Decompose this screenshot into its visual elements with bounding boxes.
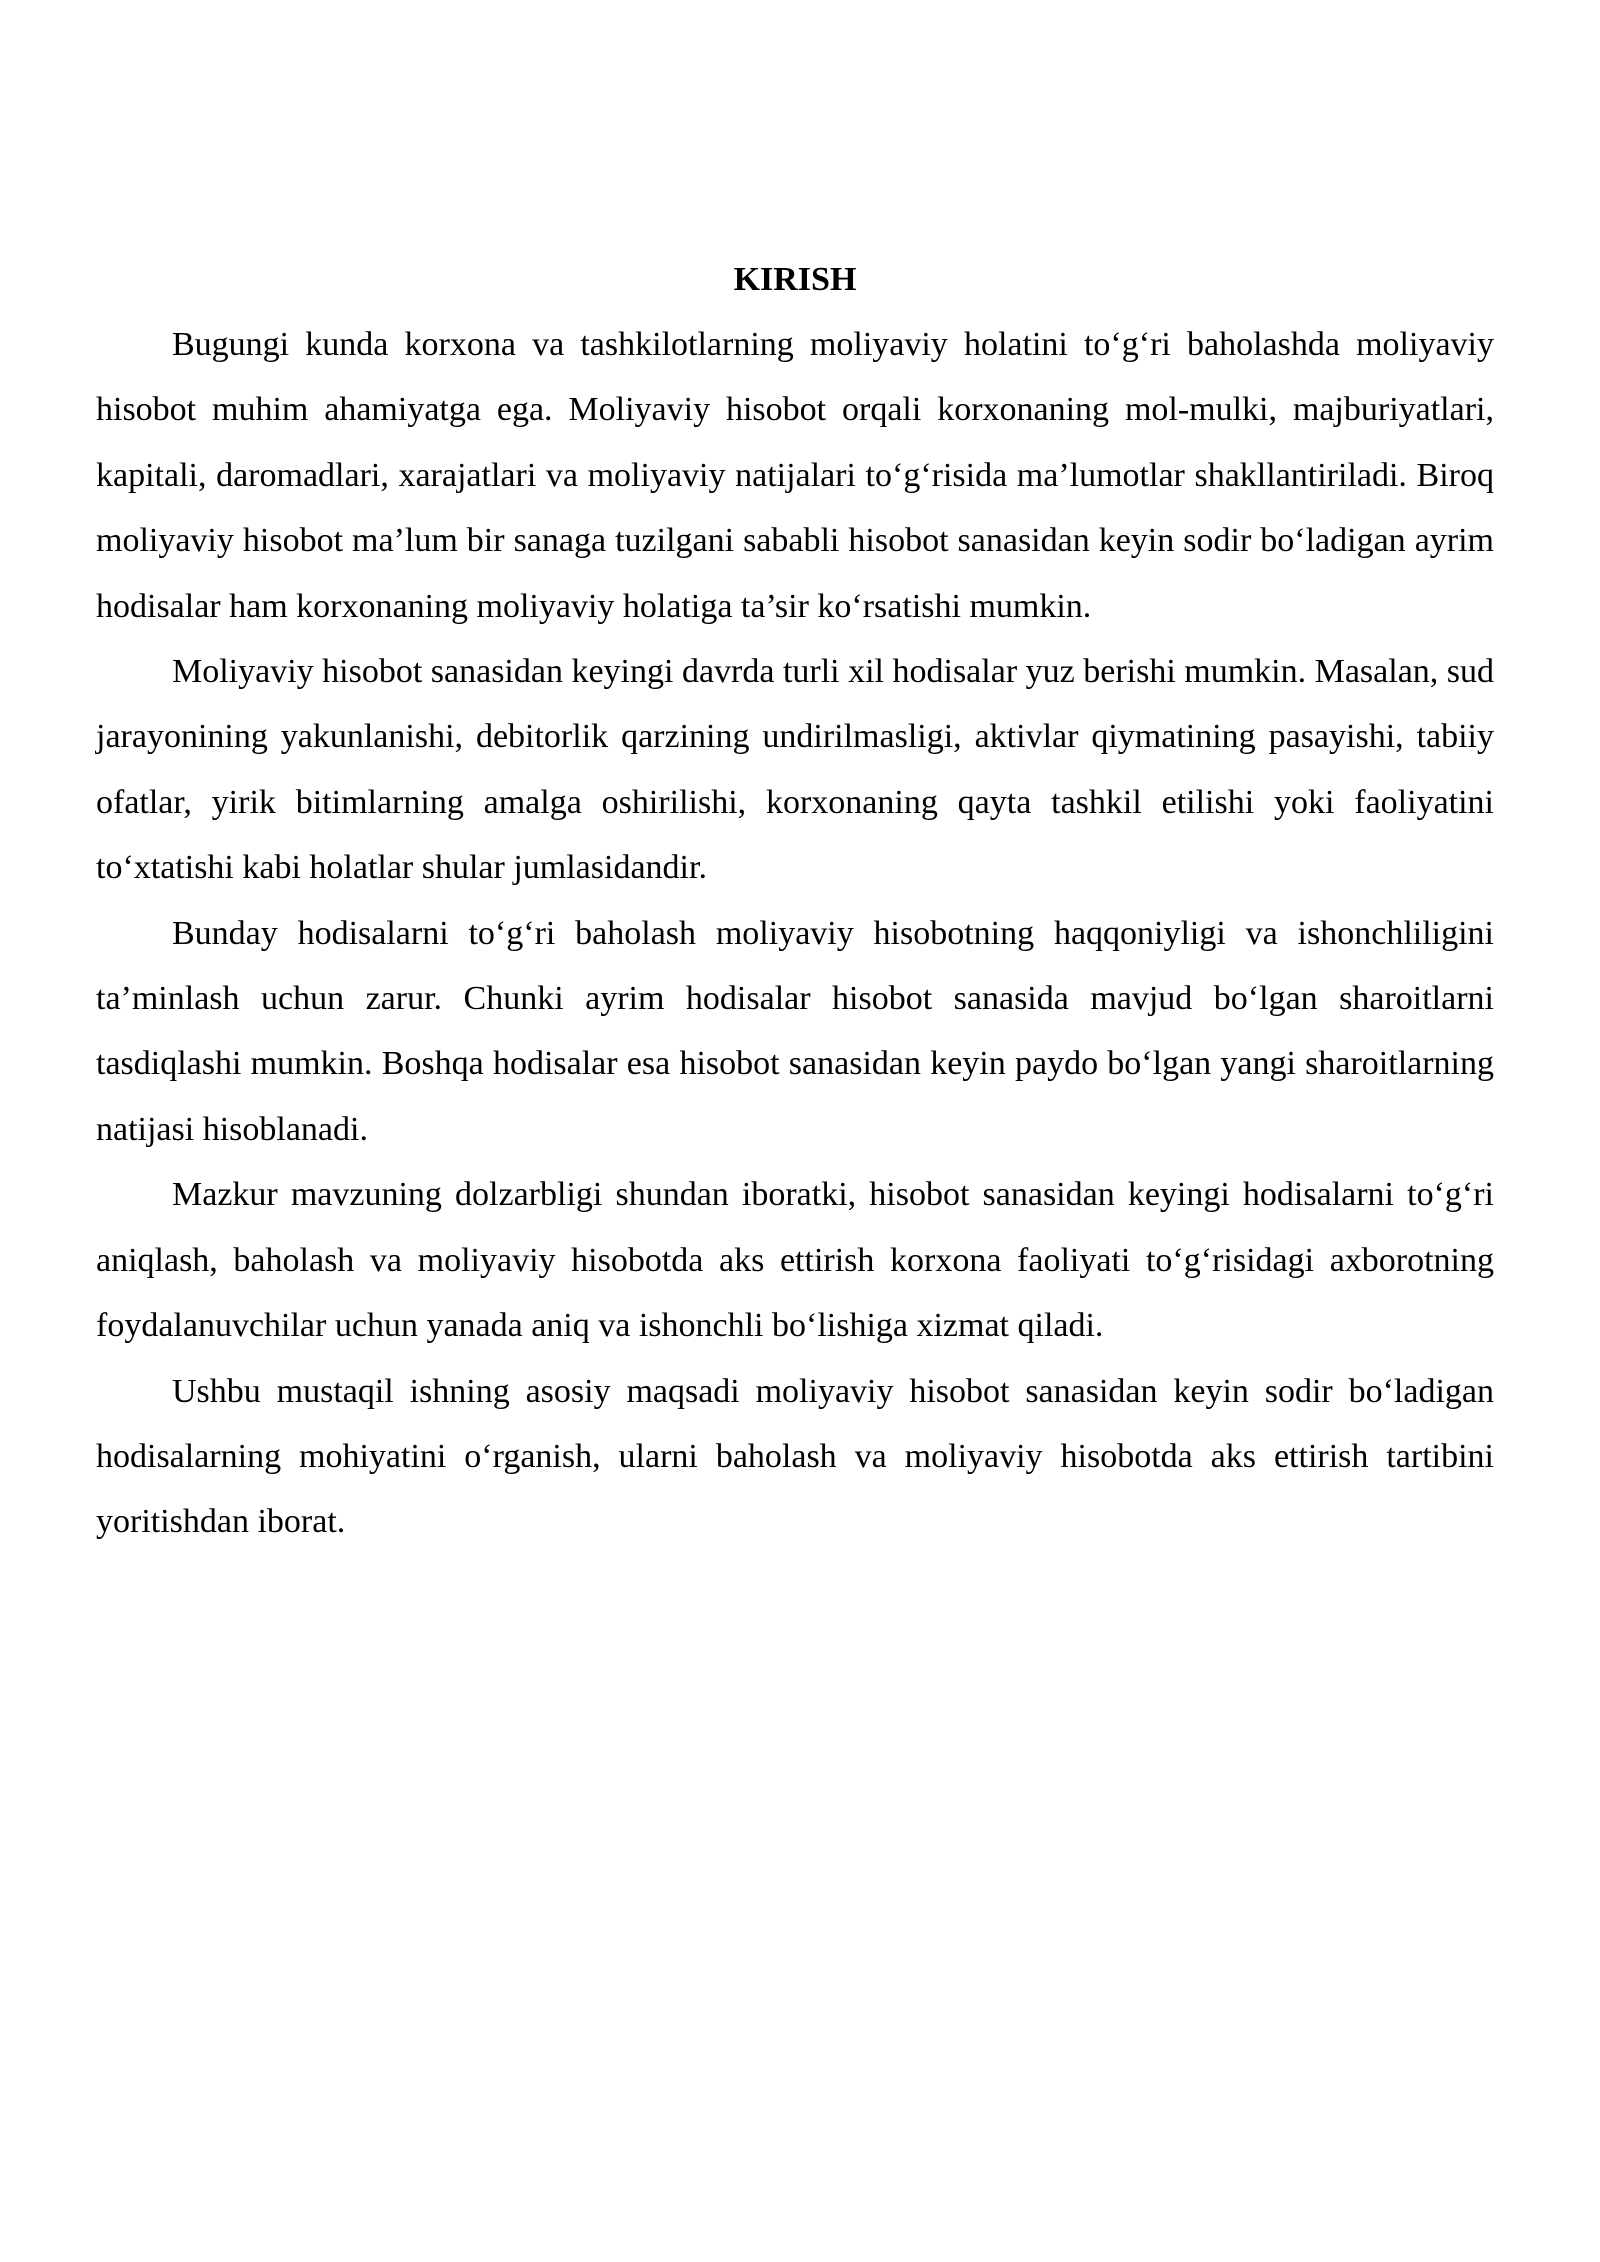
paragraph-4: Mazkur mavzuning dolzarbligi shundan iboratki, hisobot sanasidan keyingi hodisalarni to‘g‘ri aniqlash, baholash va moliyaviy hisobotda aks ettirish korxona faoliyati to‘g‘risidagi axborotning foydalanuvchilar uchun yanada aniq va ishonchli bo‘lishiga xizmat qiladi. [96,1176,1494,1345]
paragraph-3: Bunday hodisalarni to‘g‘ri baholash moliyaviy hisobotning haqqoniyligi va ishonchliligini ta’minlash uchun zarur. Chunki ayrim hodisalar hisobot sanasida mavjud bo‘lgan sharoitlarni tasdiqlashi mumkin. Boshqa hodisalar esa hisobot sanasidan keyin paydo bo‘lgan yangi sharoitlarning natijasi hisoblanadi. [96,914,1494,1148]
paragraph-2: Moliyaviy hisobot sanasidan keyingi davrda turli xil hodisalar yuz berishi mumkin. Masalan, sud jarayonining yakunlanishi, debitorlik qarzining undirilmasligi, aktivlar qiymatining pasayishi, tabiiy ofatlar, yirik bitimlarning amalga oshirilishi, korxonaning qayta tashkil etilishi yoki faoliyatini to‘xtatishi kabi holatlar shular jumlasidandir. [96,653,1495,887]
paragraph-5: Ushbu mustaqil ishning asosiy maqsadi moliyaviy hisobot sanasidan keyin sodir bo‘ladigan hodisalarning mohiyatini o‘rganish, ularni baholash va moliyaviy hisobotda aks ettirish tartibini yoritishdan iborat. [96,1372,1494,1541]
paragraph-1: Bugungi kunda korxona va tashkilotlarning moliyaviy holatini to‘g‘ri baholashda moliyaviy hisobot muhim ahamiyatga ega. Moliyaviy hisobot orqali korxonaning mol-mulki, majburiyatlari, kapitali, daromadlari, xarajatlari va moliyaviy natijalari to‘g‘risida ma’lumotlar shakllantiriladi. Biroq moliyaviy hisobot ma’lum bir sanaga tuzilgani sababli hisobot sanasidan keyin sodir bo‘ladigan ayrim hodisalar ham korxonaning moliyaviy holatiga ta’sir ko‘rsatishi mumkin. [96,326,1494,625]
document-page [96,248,1494,1555]
page-title: KIRISH [733,261,857,298]
